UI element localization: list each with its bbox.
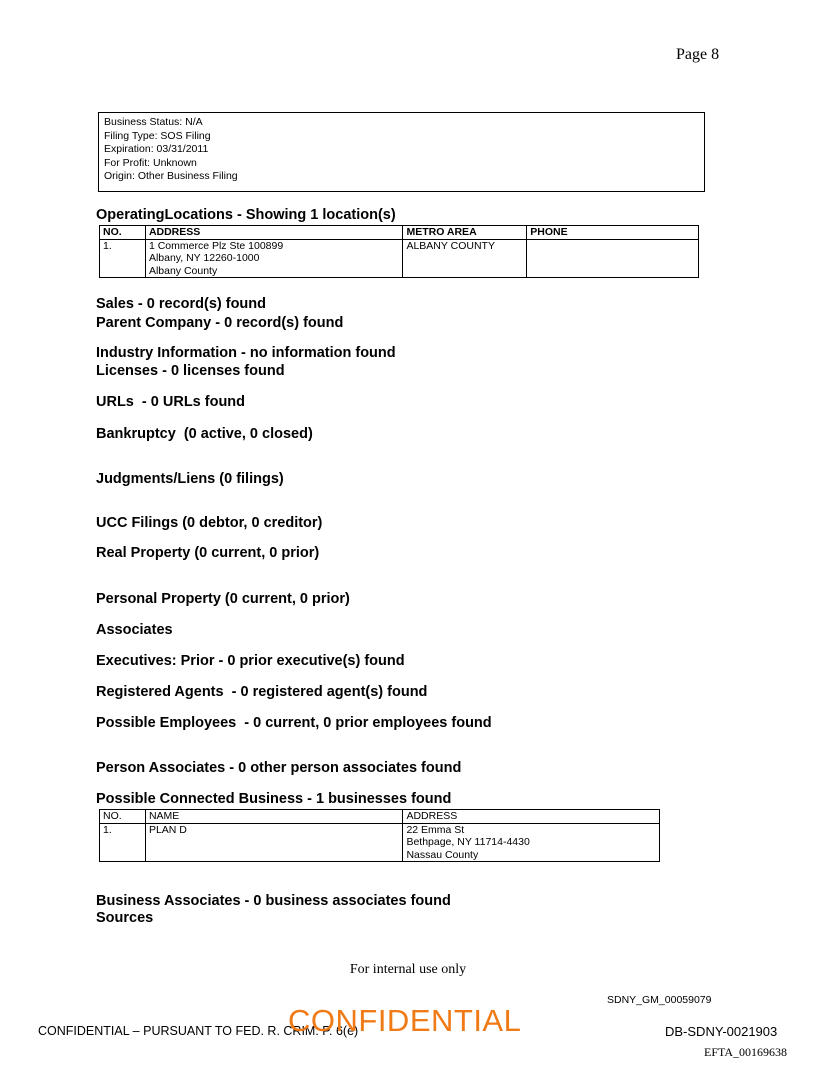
possible-employees-heading: Possible Employees - 0 current, 0 prior employees found [96,715,492,731]
industry-heading: Industry Information - no information found [96,345,396,361]
location-metro: ALBANY COUNTY [403,239,527,278]
address-line: Albany County [148,264,218,277]
bates-number: SDNY_GM_00059079 [607,994,712,1006]
column-header: NO. [100,810,146,824]
efta-number: EFTA_00169638 [704,1045,788,1059]
for-profit-line: For Profit: Unknown [104,156,197,169]
connected-business-table [99,809,660,862]
internal-use-note: For internal use only [349,962,467,977]
business-associates-heading: Business Associates - 0 business associates found [96,893,451,909]
table-header-row [100,810,660,824]
document-id: DB-SDNY-0021903 [665,1024,778,1039]
sources-heading: Sources [96,910,154,926]
confidential-notice: CONFIDENTIAL – PURSUANT TO FED. R. CRIM. P. 6(e) [38,1024,359,1038]
operating-locations-table [99,225,699,278]
column-header: ADDRESS [403,810,660,824]
address-line: 1 Commerce Plz Ste 100899 [148,239,284,252]
ucc-heading: UCC Filings (0 debtor, 0 creditor) [96,515,323,531]
business-no: 1. [100,823,146,862]
column-header: NO. [100,226,146,240]
location-phone [527,239,699,278]
parent-company-heading: Parent Company - 0 record(s) found [96,315,344,331]
column-header: METRO AREA [403,226,527,240]
executives-heading: Executives: Prior - 0 prior executive(s) found [96,653,405,669]
urls-heading: URLs - 0 URLs found [96,394,246,410]
address-line: Nassau County [406,848,479,861]
sales-heading: Sales - 0 record(s) found [96,296,267,312]
column-header: PHONE [527,226,699,240]
column-header: NAME [145,810,402,824]
person-associates-heading: Person Associates - 0 other person associates found [96,760,462,776]
associates-heading: Associates [96,622,173,638]
judgments-heading: Judgments/Liens (0 filings) [96,471,284,487]
table-row [100,239,699,278]
business-name: PLAN D [145,823,402,862]
personal-property-heading: Personal Property (0 current, 0 prior) [96,591,350,607]
real-property-heading: Real Property (0 current, 0 prior) [96,545,320,561]
operating-locations-heading: OperatingLocations - Showing 1 location(s) [96,207,396,223]
table-row [100,823,660,862]
bankruptcy-heading: Bankruptcy (0 active, 0 closed) [96,426,313,442]
confidential-stamp: CONFIDENTIAL [288,1003,522,1038]
filing-type-line: Filing Type: SOS Filing [104,129,211,142]
business-status-line: Business Status: N/A [104,116,203,128]
page-number: Page 8 [676,46,720,63]
column-header: ADDRESS [145,226,403,240]
location-address [145,239,403,278]
address-line: 22 Emma St [406,823,465,836]
connected-business-heading: Possible Connected Business - 1 businesses found [96,791,452,807]
origin-line: Origin: Other Business Filing [104,170,238,182]
address-line: Bethpage, NY 11714-4430 [406,836,530,848]
licenses-heading: Licenses - 0 licenses found [96,363,285,379]
location-no: 1. [100,239,146,278]
registered-agents-heading: Registered Agents - 0 registered agent(s) found [96,684,428,700]
expiration-line: Expiration: 03/31/2011 [104,143,209,155]
business-address [403,823,660,862]
business-status-box [98,112,705,192]
table-header-row [100,226,699,240]
address-line: Albany, NY 12260-1000 [148,252,260,264]
